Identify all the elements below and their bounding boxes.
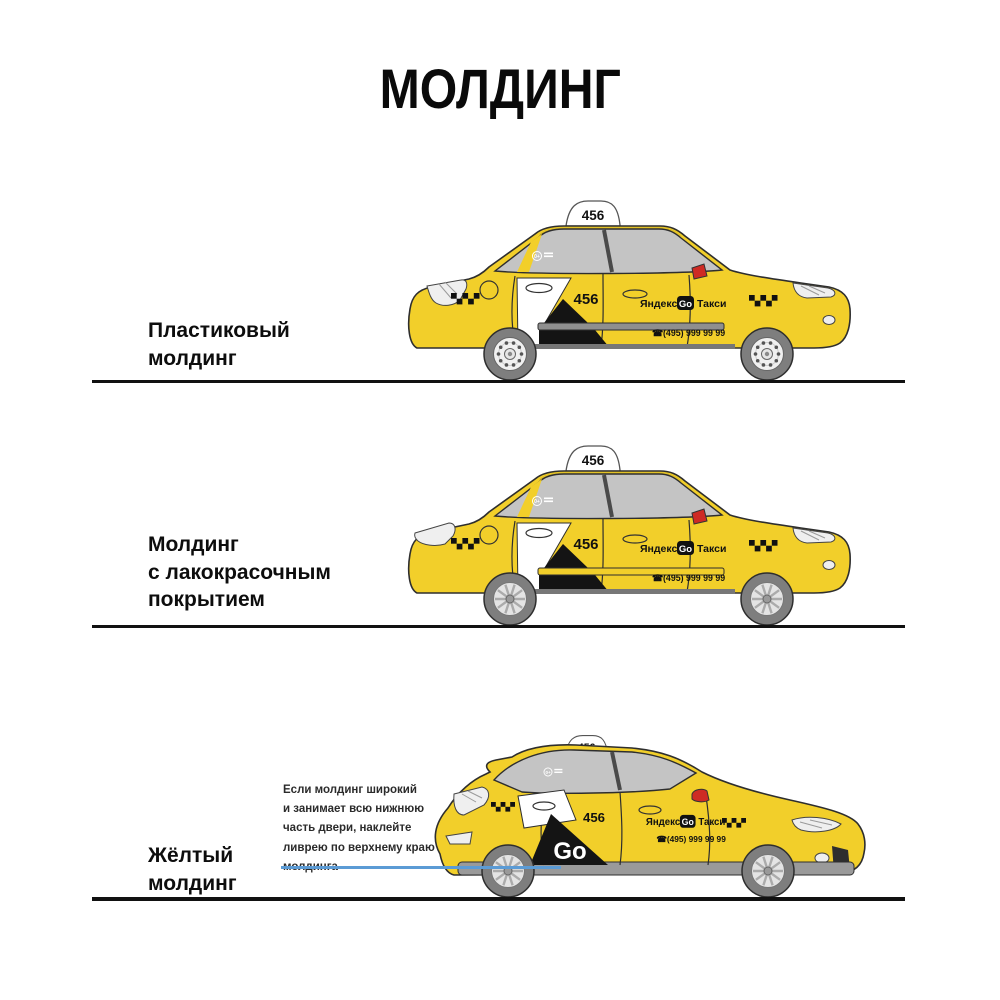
annotation-text: Если молдинг широкий и занимает всю нижнюю часть двери, наклейте ливрею по верхнему краю: [283, 784, 435, 854]
brand-logo: [640, 541, 726, 555]
rear-wheel: [482, 845, 534, 897]
phone-block: [656, 834, 726, 844]
label-painted-molding: Молдинг с лакокрасочным покрытием: [148, 533, 331, 611]
annotation-pointer-line: [281, 866, 561, 869]
side-mirror: [692, 789, 709, 801]
front-wheel: [742, 845, 794, 897]
fog-light: [823, 316, 835, 325]
taxi-hatchback-yellow-molding: [424, 732, 872, 898]
rear-wheel: [484, 573, 536, 625]
ground-line-2: [92, 625, 905, 628]
label-plastic-molding: Пластиковый молдинг: [148, 319, 290, 370]
brand-logo: [646, 815, 726, 828]
front-wheel: [741, 573, 793, 625]
ground-line-3: [92, 897, 905, 901]
door-number: [573, 536, 598, 553]
door-number: [583, 810, 605, 825]
phone-block: [652, 328, 725, 338]
phone-block: [652, 573, 725, 583]
roof-sign: [566, 446, 620, 471]
taxi-sedan-plastic-molding: [405, 196, 855, 382]
ground-line-1: [92, 380, 905, 383]
rear-wheel: [484, 328, 536, 380]
roof-sign: [566, 201, 620, 226]
door-number: [573, 291, 598, 308]
label-yellow-molding: Жёлтый молдинг: [148, 844, 237, 895]
front-wheel: [741, 328, 793, 380]
fog-light: [823, 561, 835, 570]
go-wedge-label: Go: [553, 838, 587, 865]
page-title: МОЛДИНГ: [379, 57, 621, 120]
taxi-sedan-painted-molding: [405, 441, 855, 627]
brand-logo: [640, 296, 726, 310]
